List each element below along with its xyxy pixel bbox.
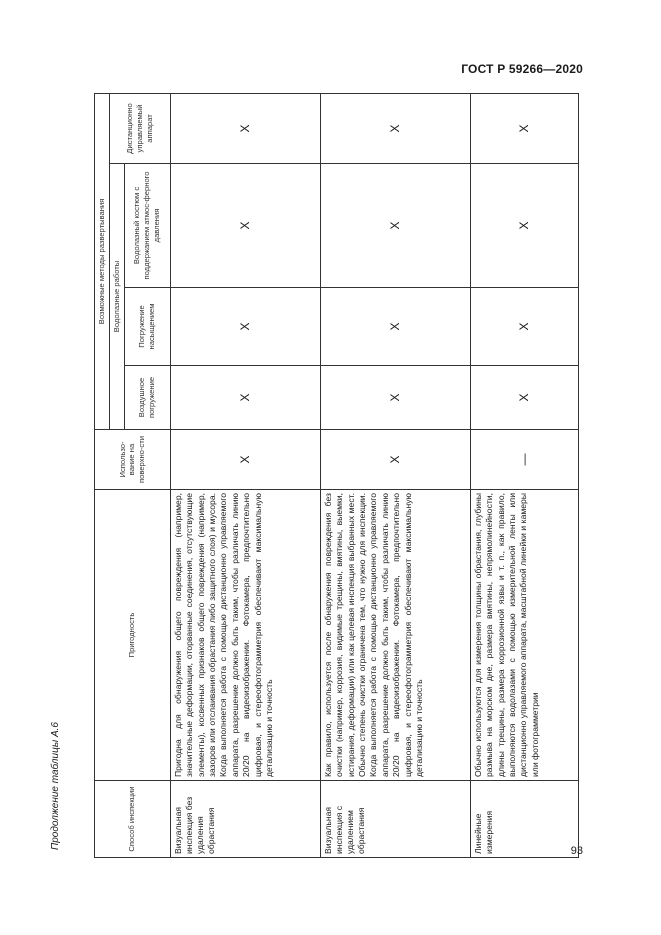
atmospheric-suit-mark: X <box>170 164 320 288</box>
header-saturation-diving: Погружение насыщением <box>124 288 170 366</box>
header-suitability: Пригодность <box>95 490 171 781</box>
atmospheric-suit-mark: X <box>320 164 470 288</box>
surface-use-mark: X <box>320 430 470 490</box>
suitability-cell: Как правило, используется после обнаружения повреждения без очистки (например, коррозия, видимые трещины, вмятины, выемки, истирания, деформации) или как целевая инспекция выбранных мест. Обычно степень очистки ограничена тем, что нужно для инспекции. Когда выполняется работа с помощью дистанционно управляемого аппарата, разрешение должно быть таким, чтобы различать линию 20/20 на видеоизображении. Фотокамера, предпочтительно цифровая, и стереофотограмметрия обеспечивают максимальную детализацию и точность <box>320 490 470 781</box>
rov-mark: X <box>170 93 320 163</box>
method-cell: Линейные измерения <box>470 781 578 858</box>
table-row <box>470 93 578 857</box>
surface-use-mark: X <box>170 430 320 490</box>
table-row <box>320 93 470 857</box>
method-cell: Визуальная инспекция с удалением обрастания <box>320 781 470 858</box>
header-method: Способ инспекции <box>95 781 171 858</box>
suitability-cell: Пригодна для обнаружения общего повреждения (например, значительные деформации, оторванные соединения, отсутствующие элементы), косвенных признаков общего повреждения (например, зазоров или отслаивания обрастания либо защитного слоя) и мусора. Когда выполняется работа с помощью дистанционно управляемого аппарата, разрешение должно быть таким, чтобы различать линию 20/20 на видеоизображении. Фотокамера, предпочтительно цифровая, и стереофотограмметрия обеспечивают максимальную детализацию и точность <box>170 490 320 781</box>
air-diving-mark: X <box>170 366 320 430</box>
atmospheric-suit-mark: X <box>470 164 578 288</box>
air-diving-mark: X <box>470 366 578 430</box>
air-diving-mark: X <box>320 366 470 430</box>
surface-use-mark: — <box>470 430 578 490</box>
header-rov: Дистанционно управляемый аппарат <box>109 93 170 163</box>
suitability-cell: Обычно используются для измерения толщины обрастания, глубины размыва на морском дне, размера вмятины, непрямолинейности, длины трещины, размера коррозионной язвы и т. п., как правило, выполняются водолазами с помощью измерительной ленты или дистанционно управляемого аппарата, масштабной линейки и камеры или фотограмметрии <box>470 490 578 781</box>
page-number: 93 <box>570 845 583 857</box>
rov-mark: X <box>320 93 470 163</box>
rov-mark: X <box>470 93 578 163</box>
table-row <box>170 93 320 857</box>
header-diving-works: Водолазные работы <box>109 164 124 430</box>
inspection-methods-table <box>94 93 579 858</box>
header-surface-use: Использо-вание на поверхно-сти <box>95 430 171 490</box>
saturation-diving-mark: X <box>170 288 320 366</box>
document-code: ГОСТ Р 59266—2020 <box>461 62 583 76</box>
table-caption: Продолжение таблицы А.6 <box>50 722 61 850</box>
header-deployment-methods: Возможные методы развертывания <box>95 93 110 429</box>
header-air-diving: Воздушное погружение <box>124 366 170 430</box>
saturation-diving-mark: X <box>470 288 578 366</box>
header-atmospheric-suit: Водолазный костюм с поддержанием атмос-ферного давления <box>124 164 170 288</box>
method-cell: Визуальная инспекция без удаления обрастания <box>170 781 320 858</box>
rotated-table-area <box>50 90 550 858</box>
saturation-diving-mark: X <box>320 288 470 366</box>
